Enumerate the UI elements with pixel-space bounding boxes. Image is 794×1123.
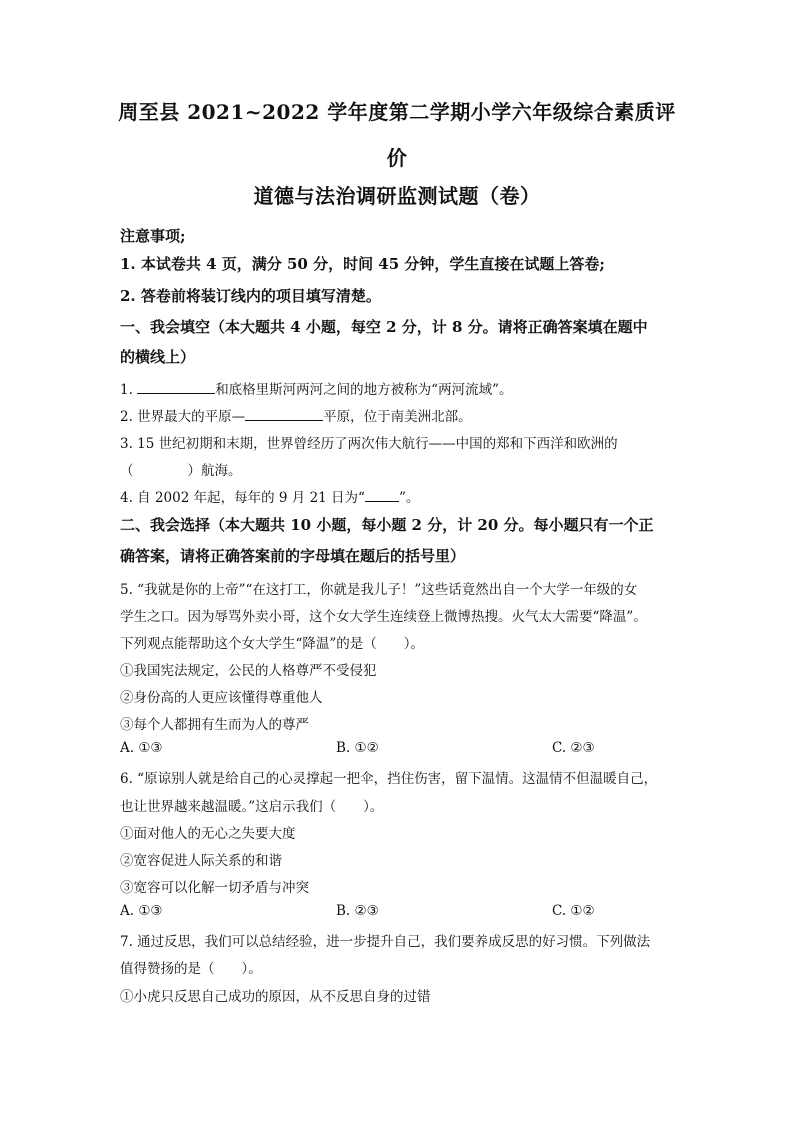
answer-blank[interactable] xyxy=(245,406,323,421)
question-5-line3: 下列观点能帮助这个女大学生“降温”的是（ ）。 xyxy=(120,636,425,652)
exam-subtitle: 道德与法治调研监测试题（卷） xyxy=(253,184,541,208)
question-1-number: 1. xyxy=(120,382,133,398)
question-4-suffix: ”。 xyxy=(398,490,420,506)
answer-blank[interactable] xyxy=(365,489,399,502)
question-5-option-b[interactable]: B. ①② xyxy=(336,740,379,756)
question-6-statement-3: ③宽容可以化解一切矛盾与冲突 xyxy=(120,880,309,896)
question-4-prefix: 4. 自 2002 年起，每年的 9 月 21 日为“ xyxy=(120,490,365,506)
question-2-prefix: 2. 世界最大的平原— xyxy=(120,409,246,425)
question-7-statement-1: ①小虎只反思自己成功的原因，从不反思自身的过错 xyxy=(120,989,431,1005)
question-2-suffix: 平原，位于南美洲北部。 xyxy=(323,409,472,425)
section2-heading-line2: 确答案，请将正确答案前的字母填在题后的括号里） xyxy=(120,547,466,565)
question-5-line2: 学生之口。因为辱骂外卖小哥，这个女大学生连续登上微博热搜。火气太大需要“降温”。 xyxy=(120,609,647,625)
question-6-option-a[interactable]: A. ①③ xyxy=(120,903,163,919)
question-1-text: 和底格里斯河两河之间的地方被称为“两河流域”。 xyxy=(215,382,513,398)
notes-item-1: 1. 本试卷共 4 页，满分 50 分，时间 45 分钟，学生直接在试题上答卷; xyxy=(120,255,605,273)
exam-title-line2: 价 xyxy=(386,146,408,170)
section1-heading-line2: 的横线上） xyxy=(120,348,196,366)
question-7-line1: 7. 通过反思，我们可以总结经验，进一步提升自己，我们要养成反思的好习惯。下列做法 xyxy=(120,934,651,950)
answer-blank[interactable] xyxy=(137,379,215,394)
question-6-line2: 也让世界越来越温暖。”这启示我们（ ）。 xyxy=(120,799,384,815)
question-3-line1: 3. 15 世纪初期和末期，世界曾经历了两次伟大航行——中国的郑和下西洋和欧洲的 xyxy=(120,436,618,452)
question-1 xyxy=(120,378,513,398)
question-5-option-c[interactable]: C. ②③ xyxy=(552,740,595,756)
question-3-line2: （ ）航海。 xyxy=(120,463,242,479)
section2-heading-line1: 二、我会选择（本大题共 10 小题，每小题 2 分，计 20 分。每小题只有一个正 xyxy=(120,516,654,534)
question-6-option-b[interactable]: B. ②③ xyxy=(336,903,379,919)
notes-heading: 注意事项; xyxy=(120,227,186,245)
question-4 xyxy=(120,486,419,506)
question-5-statement-2: ②身份高的人更应该懂得尊重他人 xyxy=(120,690,323,706)
question-2 xyxy=(120,405,472,425)
question-5-statement-1: ①我国宪法规定，公民的人格尊严不受侵犯 xyxy=(120,663,377,679)
question-5-line1: 5. “我就是你的上帝”“在这打工，你就是我儿子！”这些话竟然出自一个大学一年级的女 xyxy=(120,582,638,598)
question-6-statement-2: ②宽容促进人际关系的和谐 xyxy=(120,853,282,869)
section1-heading-line1: 一、我会填空（本大题共 4 小题，每空 2 分，计 8 分。请将正确答案填在题中 xyxy=(120,318,648,336)
question-6-line1: 6. “原谅别人就是给自己的心灵撑起一把伞，挡住伤害，留下温情。这温情不但温暖自己， xyxy=(120,771,658,787)
question-7-line2: 值得赞扬的是（ ）。 xyxy=(120,961,262,977)
question-6-statement-1: ①面对他人的无心之失要大度 xyxy=(120,826,296,842)
question-5-statement-3: ③每个人都拥有生而为人的尊严 xyxy=(120,717,309,733)
question-6-option-c[interactable]: C. ①② xyxy=(552,903,595,919)
notes-item-2: 2. 答卷前将装订线内的项目填写清楚。 xyxy=(120,287,381,305)
exam-title-line1: 周至县 2021~2022 学年度第二学期小学六年级综合素质评 xyxy=(118,100,676,124)
question-5-option-a[interactable]: A. ①③ xyxy=(120,740,163,756)
